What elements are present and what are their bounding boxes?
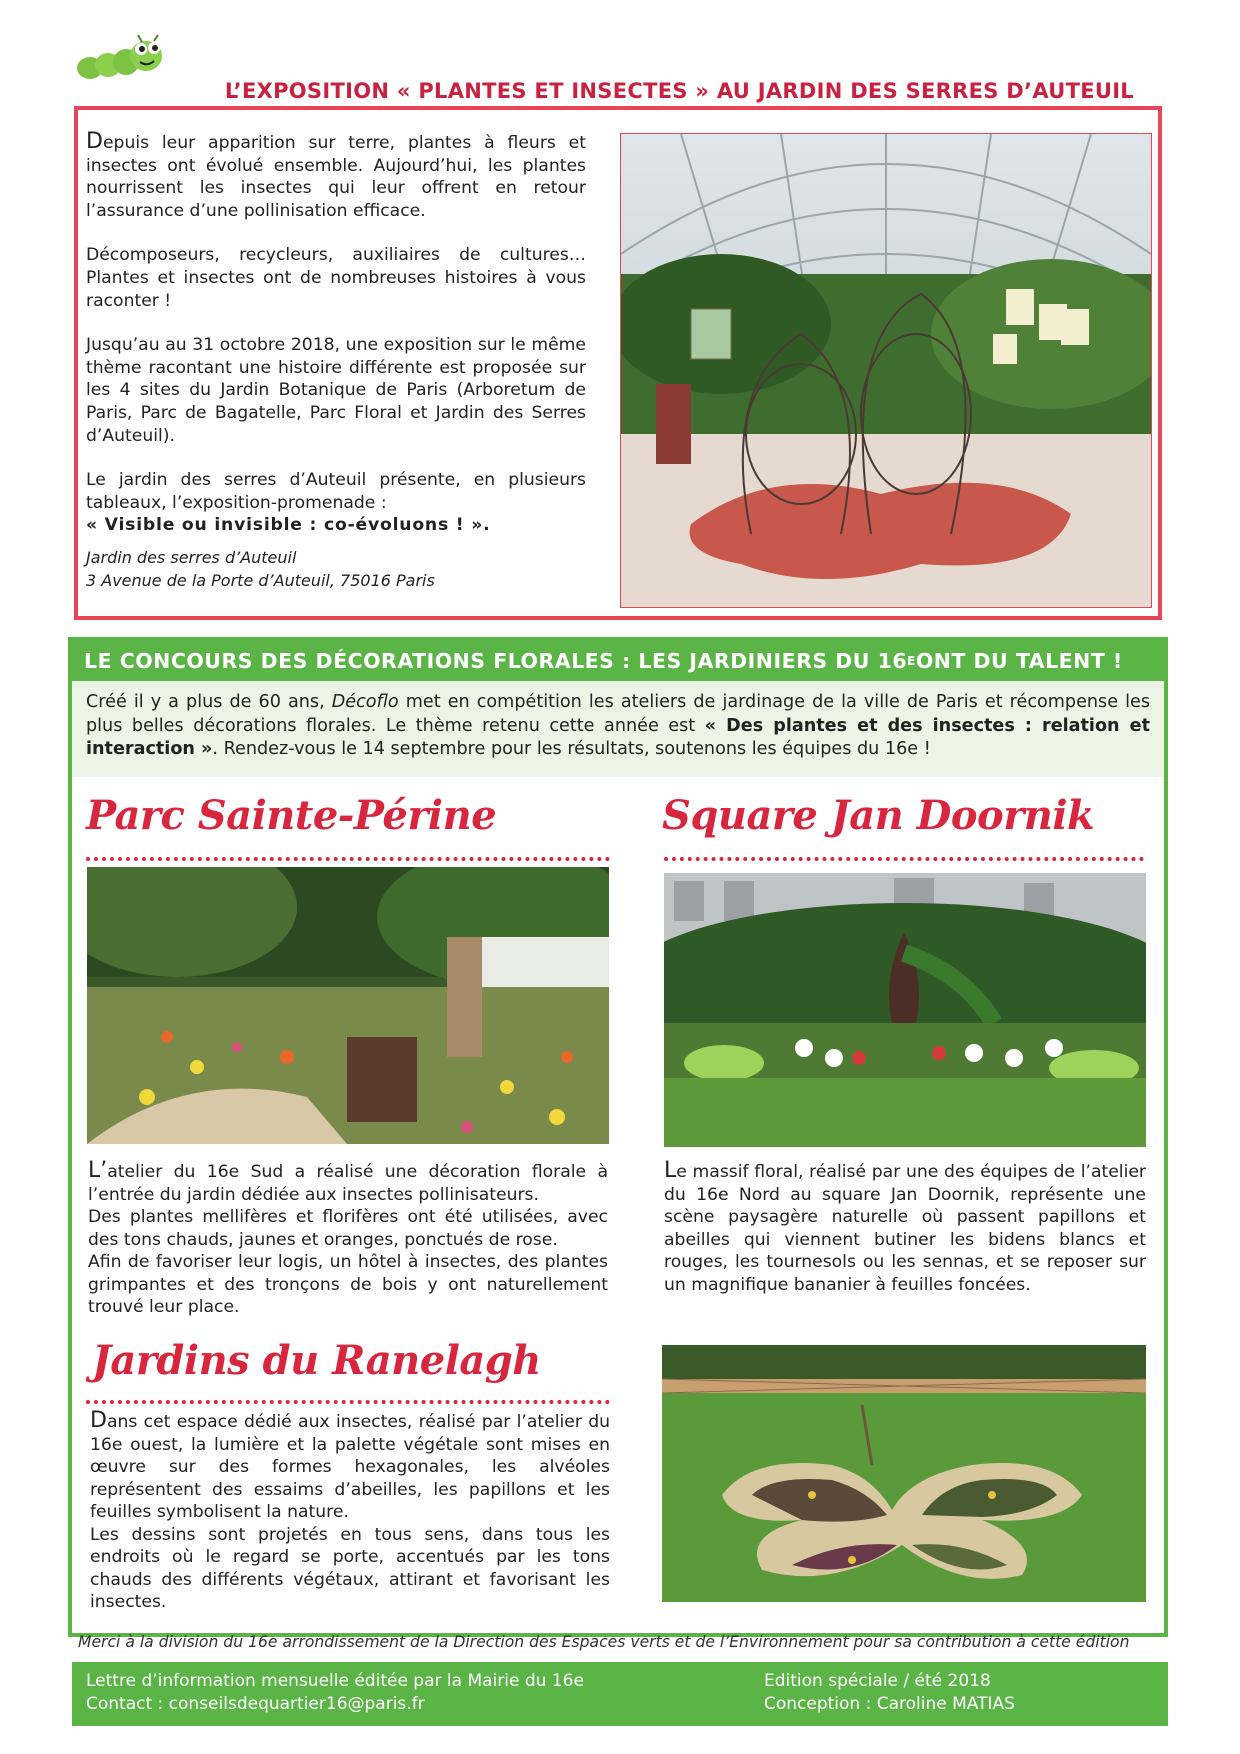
caterpillar-icon [76, 34, 168, 84]
footer-contact: Contact : conseilsdequartier16@paris.fr [86, 1694, 425, 1714]
greenhouse-photo [620, 133, 1152, 608]
exhibition-paragraph: Décomposeurs, recycleurs, auxiliaires de cultures… Plantes et insectes ont de nombreuses histoires à vous raconter ! [86, 245, 586, 311]
exhibition-quote: « Visible ou invisible : co-évoluons ! ». [86, 515, 491, 536]
footer-publisher: Lettre d’information mensuelle éditée par la Mairie du 16e [86, 1671, 584, 1691]
footer-edition: Edition spéciale / été 2018 [764, 1671, 991, 1691]
square-divider [664, 857, 1144, 861]
parc-divider [86, 857, 610, 861]
contest-intro: Créé il y a plus de 60 ans, Décoflo met en compétition les ateliers de jardinage de la ville de Paris et récompense les plus belles décorations florales. Le thème retenu cette année est « Des plantes et des insectes : relation et interaction ». Rendez-vous le 14 septembre pour les résultats, soutenons les équipes du 16e ! [72, 681, 1164, 777]
exhibition-paragraph: Le jardin des serres d’Auteuil présente, en plusieurs tableaux, l’exposition-promenade : [86, 470, 586, 513]
square-title: Square Jan Doornik [662, 792, 1095, 839]
exhibition-paragraph: Jusqu’au au 31 octobre 2018, une exposition sur le même thème racontant une histoire différente est proposée sur les 4 sites du Jardin Botanique de Paris (Arboretum de Paris, Parc de Bagatelle, Parc Floral et Jardin des Serres d’Auteuil). [86, 335, 586, 446]
square-text: Le massif floral, réalisé par une des équipes de l’atelier du 16e Nord au square Jan Doornik, représente une scène paysagère naturelle où passent papillons et abeilles qui viennent butiner les bidens blancs et rouges, les tournesols ou les sennas, et se reposer sur un magnifique bananier à feuilles foncées. [664, 1158, 1146, 1295]
exhibition-paragraph: Depuis leur apparition sur terre, plantes à fleurs et insectes ont évolué ensemble. Aujourd’hui, les plantes nourrissent les insectes qui leur offrent en retour l’assurance d’une pollinisation efficace. [86, 129, 586, 221]
parc-title: Parc Sainte-Périne [86, 792, 497, 839]
exhibition-address: Jardin des serres d’Auteuil 3 Avenue de la Porte d’Auteuil, 75016 Paris [86, 548, 435, 590]
footer [72, 1662, 1168, 1726]
parc-photo [87, 867, 609, 1144]
acknowledgement: Merci à la division du 16e arrondissement de la Direction des Espaces verts et de l’Environnement pour sa contribution à cette édition [78, 1633, 1130, 1651]
ranelagh-photo [662, 1345, 1146, 1602]
exhibition-text [86, 131, 586, 537]
ranelagh-divider [86, 1400, 610, 1404]
ranelagh-title: Jardins du Ranelagh [92, 1337, 541, 1384]
ranelagh-text: Dans cet espace dédié aux insectes, réalisé par l’atelier du 16e ouest, la lumière et la palette végétale sont mises en œuvre sur des formes hexagonales, les alvéoles représentent des essaims d’abeilles, les papillons et les feuilles symbolisent la nature. Les dessins sont projetés en tous sens, dans tous les endroits où le regard se porte, accentués par les tons chauds des différents végétaux, attirant et favorisant les insectes. [90, 1408, 610, 1612]
parc-text: L’atelier du 16e Sud a réalisé une décoration florale à l’entrée du jardin dédiée aux insectes pollinisateurs. Des plantes mellifères et florifères ont été utilisées, avec des tons chauds, jaunes et oranges, ponctués de rose. Afin de favoriser leur logis, un hôtel à insectes, des plantes grimpantes et des tronçons de bois y ont naturellement trouvé leur place. [88, 1158, 608, 1317]
square-photo [664, 873, 1146, 1147]
footer-conception: Conception : Caroline MATIAS [764, 1694, 1015, 1714]
contest-title: LE CONCOURS DES DÉCORATIONS FLORALES : LES JARDINIERS DU 16 E ONT DU TALENT ! [72, 641, 1164, 681]
exhibition-title: L’EXPOSITION « PLANTES ET INSECTES » AU JARDIN DES SERRES D’AUTEUIL [74, 76, 1162, 110]
